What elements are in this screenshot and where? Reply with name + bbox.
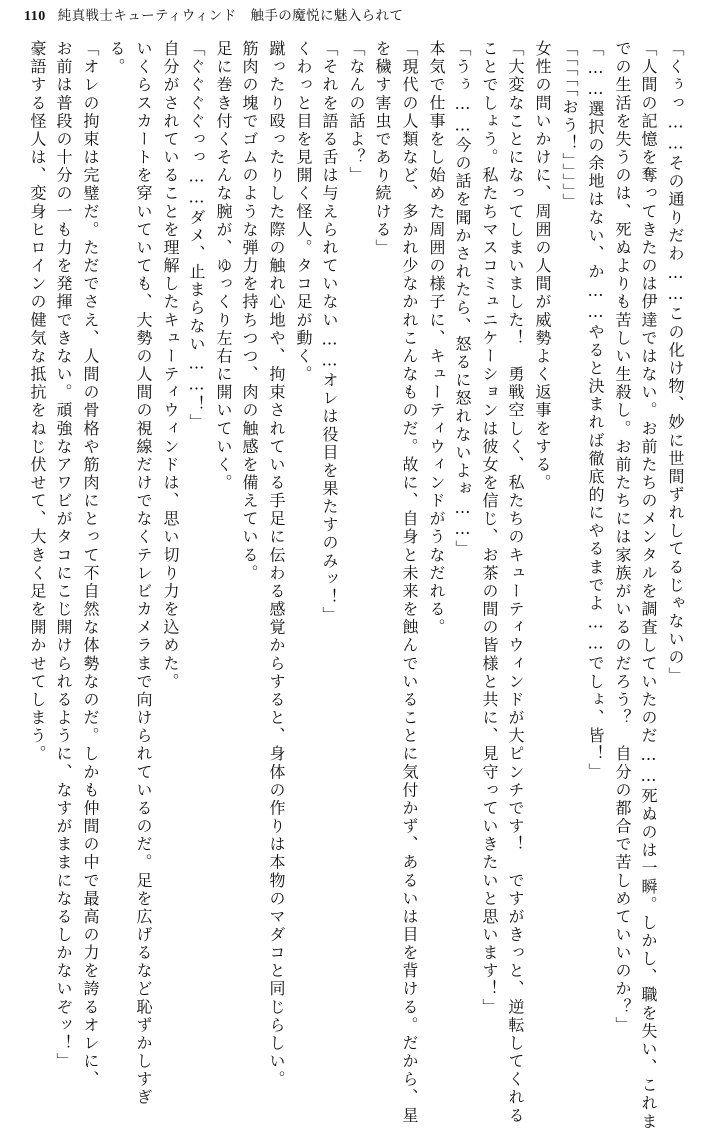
text-line: での生活を失うのは、死ぬよりも苦しい生殺し。お前たちには家族がいるのだろう？ 自分の都合で苦しめていいのか？」 bbox=[613, 40, 632, 1035]
text-line: 「現代の人類など、多かれ少なかれこんなものだ。故に、自身と未来を蝕んでいることに気付かず、あるいは目を背ける。だから、星 bbox=[400, 40, 419, 1125]
text-line: を穢す害虫であり続ける」 bbox=[373, 40, 392, 257]
running-title: 純真戦士キューティウィンド 触手の魔悦に魅入られて bbox=[57, 8, 404, 24]
text-line: いくらスカートを穿いていても、大勢の人間の視線だけでなくテレビカメラまで向けられているのだ。足を広げるなど恥ずかしすぎ bbox=[134, 40, 153, 1107]
text-line: 自分がされていることを理解したキューティウィンドは、思い切り力を込めた。 bbox=[161, 40, 180, 691]
text-line: る。 bbox=[107, 40, 126, 77]
text-line: くわっと目を見開く怪人。タコ足が動く。 bbox=[294, 40, 313, 384]
text-line: 「それを語る舌は与えられていない……オレは役目を果たすのみッ！」 bbox=[320, 40, 339, 625]
text-line: 豪語する怪人は、変身ヒロインの健気な抵抗をねじ伏せて、大きく足を開かせてしまう。 bbox=[28, 40, 47, 764]
text-line: 「うぅ……今の話を聞かされたら、怒るに怒れないよぉ……」 bbox=[453, 40, 472, 559]
text-line: 「人間の記憶を奪ってきたのは伊達ではない。お前たちのメンタルを調査していたのだ……死ぬのは一瞬。しかし、職を失い、これま bbox=[639, 40, 658, 1131]
text-line: 「くぅっ……その通りだわ……この化け物、妙に世間ずれしてるじゃないの」 bbox=[666, 40, 685, 685]
text-line: 「なんの話よ？」 bbox=[347, 40, 366, 185]
text-line: 筋肉の塊でゴムのような弾力を持ちつつ、肉の触感を備えている。 bbox=[240, 40, 259, 583]
page-number: 110 bbox=[24, 9, 46, 24]
text-line: 本気で仕事をし始めた周囲の様子に、キューティウィンドがうなだれる。 bbox=[427, 40, 446, 637]
text-line: 足に巻き付くそんな腕が、ゆっくり左右に開いていく。 bbox=[214, 40, 233, 492]
text-line: 「……選択の余地はない、か……やると決まれば徹底的にやるまでよ……でしょ、皆！」 bbox=[586, 40, 605, 782]
text-line: 「大変なことになってしまいました！ 勇戦空しく、私たちのキューティウィンドが大ピンチです！ ですがきっと、逆転してくれる bbox=[506, 40, 525, 1125]
text-line: 蹴ったり殴ったりした際の触れ心地や、拘束されている手足に伝わる感覚からすると、身体の作りは本物のマダコと同じらしい。 bbox=[267, 40, 286, 1089]
text-line: 「「「「「おう！」」」」」 bbox=[560, 40, 579, 212]
text-line: お前は普段の十分の一も力を発揮できない。頑強なアワビがタコにこじ開けられるように、なすがままになるしかないぞッ！」 bbox=[54, 40, 73, 1071]
text-line: 「ぐぐぐぐっっ……ダメ、止まらない……！」 bbox=[187, 40, 206, 432]
text-line: 「オレの拘束は完璧だ。ただでさえ、人間の骨格や筋肉にとって不自然な体勢なのだ。しかも仲間の中で最高の力を誇るオレに、 bbox=[81, 40, 100, 1089]
text-line: 女性の問いかけに、周囲の人間が威勢よく返事をする。 bbox=[533, 40, 552, 492]
text-line: ことでしょう。私たちマスコミュニケーションは彼女を信じ、お茶の間の皆様と共に、見守っていきたいと思います！」 bbox=[480, 40, 499, 1017]
